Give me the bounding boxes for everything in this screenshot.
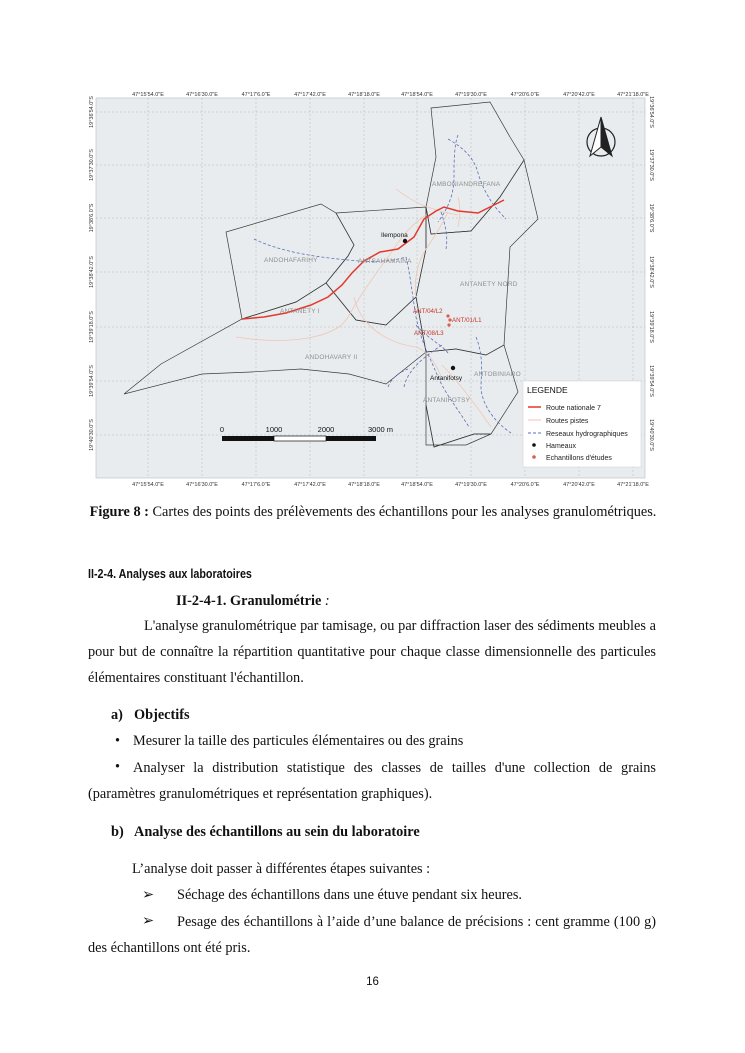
page-number: 16 — [366, 976, 379, 988]
scale-label-3000: 3000 m — [368, 425, 394, 434]
coord-top-10: 47°21'18.0"E — [617, 92, 649, 98]
section-heading: II-2-4. Analyses aux laboratoires — [88, 567, 252, 581]
objectifs-heading: Objectifs — [134, 707, 190, 723]
legend-item-hameaux: Hameaux — [546, 443, 576, 450]
coord-bottom-8: 47°20'6.0"E — [510, 482, 540, 488]
subsection-heading — [176, 593, 330, 610]
sample-point-l3 — [447, 323, 450, 326]
coord-top-5: 47°18'18.0"E — [348, 92, 380, 98]
coord-left-6: 19°39'54.0"S — [89, 365, 95, 397]
intro-paragraph-text: L'analyse granulométrique par tamisage, ou par diffraction laser des sédiments meubles a pour but de connaître la répartition quantitative pour chaque classe dimensionnelle des particules élémentaires constituant l'échantillon. — [88, 618, 656, 686]
label-antanety-i: ANTANETY I — [280, 308, 320, 315]
legend-item-hydro: Reseaux hydrographiques — [546, 431, 628, 438]
study-area-map — [86, 87, 659, 490]
coord-top-6: 47°18'54.0"E — [401, 92, 433, 98]
caption-text: Cartes des points des prélèvements des échantillons pour les analyses granulométriques. — [148, 504, 657, 520]
coord-bottom-6: 47°18'54.0"E — [401, 482, 433, 488]
coord-bottom-4: 47°17'42.0"E — [294, 482, 326, 488]
label-sample-l2: ANT/04/L2 — [413, 308, 443, 315]
label-ilempona: Ilempona — [381, 232, 408, 239]
label-antanifotsy: ANTANIFOTSY — [423, 397, 471, 404]
subsection-title: II-2-4-1. Granulométrie — [176, 593, 322, 609]
coord-top-8: 47°20'6.0"E — [510, 92, 540, 98]
coord-bottom-10: 47°21'18.0"E — [617, 482, 649, 488]
bullet-2: • — [115, 759, 121, 775]
analyse-step-1: Séchage des échantillons dans une étuve pendant six heures. — [177, 887, 523, 903]
analyse-step-2: Pesage des échantillons à l’aide d’une balance de précisions : cent gramme (100 g) des échantillons ont été pris. — [88, 914, 656, 956]
label-amboniandrefana: AMBONIANDREFANA — [432, 181, 501, 188]
coord-left-2: 19°37'30.0"S — [89, 149, 95, 181]
objectifs-marker: a) — [111, 707, 123, 723]
coord-right-1: 19°36'54.0"S — [648, 96, 654, 128]
bullet-1: • — [115, 733, 121, 749]
label-antanety-nord: ANTANETY NORD — [460, 281, 518, 288]
objectif-item-2-block — [88, 755, 656, 807]
label-andohafarihy: ANDOHAFARIHY — [264, 257, 318, 264]
arrow-1-icon: ➢ — [142, 887, 154, 903]
legend-title: LEGENDE — [527, 385, 568, 395]
coord-bottom-1: 47°15'54.0"E — [132, 482, 164, 488]
coord-bottom-7: 47°19'30.0"E — [455, 482, 487, 488]
analyse-intro: L’analyse doit passer à différentes étapes suivantes : — [132, 861, 431, 877]
coord-bottom-9: 47°20'42.0"E — [563, 482, 595, 488]
intro-paragraph — [88, 613, 656, 691]
analyse-heading: Analyse des échantillons au sein du laboratoire — [134, 824, 420, 840]
label-sample-l1: ANT/01/L1 — [452, 317, 482, 324]
coord-top-2: 47°16'30.0"E — [186, 92, 218, 98]
coord-top-9: 47°20'42.0"E — [563, 92, 595, 98]
legend-item-rn7: Route nationale 7 — [546, 405, 601, 412]
objectif-item-2: Analyser la distribution statistique des classes de tailles d'une collection de grains (paramètres granulométriques et représentation graphiques). — [88, 760, 656, 802]
coord-left-1: 19°36'54.0"S — [89, 96, 95, 128]
coord-bottom-3: 47°17'6.0"E — [241, 482, 271, 488]
label-andohavary-ii: ANDOHAVARY II — [305, 354, 358, 361]
coord-left-7: 19°40'30.0"S — [89, 419, 95, 451]
label-antobiniaro: ANTOBINIARO — [474, 371, 521, 378]
sample-point-l2 — [446, 314, 449, 317]
analyse-step-2-block — [88, 909, 656, 961]
coord-bottom-5: 47°18'18.0"E — [348, 482, 380, 488]
coord-top-7: 47°19'30.0"E — [455, 92, 487, 98]
hameau-ilempona — [403, 239, 407, 243]
scale-label-0: 0 — [219, 425, 225, 434]
scale-label-2000: 2000 — [317, 425, 335, 434]
coord-top-1: 47°15'54.0"E — [132, 92, 164, 98]
figure-caption — [88, 499, 658, 525]
coord-left-5: 19°39'18.0"S — [89, 311, 95, 343]
coord-right-4: 19°38'42.0"S — [648, 256, 654, 288]
coord-right-6: 19°39'54.0"S — [648, 365, 654, 397]
scale-label-1000: 1000 — [265, 425, 283, 434]
objectif-item-1: Mesurer la taille des particules élémentaires ou des grains — [133, 733, 464, 749]
label-antanifotsy-hamlet: Antanifotsy — [430, 375, 463, 382]
hameau-antanifotsy — [451, 366, 455, 370]
map-legend — [523, 381, 641, 467]
coord-bottom-2: 47°16'30.0"E — [186, 482, 218, 488]
label-sample-l3: ANT/08/L3 — [414, 330, 444, 337]
arrow-2-icon: ➢ — [142, 913, 154, 929]
caption-label: Figure 8 : — [89, 504, 149, 520]
coord-top-4: 47°17'42.0"E — [294, 92, 326, 98]
label-antsahamaina: ANTSAHAMAINA — [358, 258, 412, 265]
coord-right-2: 19°37'30.0"S — [648, 149, 654, 181]
coord-right-3: 19°38'6.0"S — [648, 203, 654, 233]
subsection-suffix: : — [321, 593, 330, 609]
coord-right-7: 19°40'30.0"S — [648, 419, 654, 451]
legend-item-pistes: Routes pistes — [546, 418, 589, 425]
coord-right-5: 19°39'18.0"S — [648, 311, 654, 343]
coord-left-4: 19°38'42.0"S — [89, 256, 95, 288]
coord-top-3: 47°17'6.0"E — [241, 92, 271, 98]
analyse-marker: b) — [111, 824, 124, 840]
coord-left-3: 19°38'6.0"S — [89, 203, 95, 233]
legend-item-echantillons: Echantillons d'études — [546, 455, 612, 462]
